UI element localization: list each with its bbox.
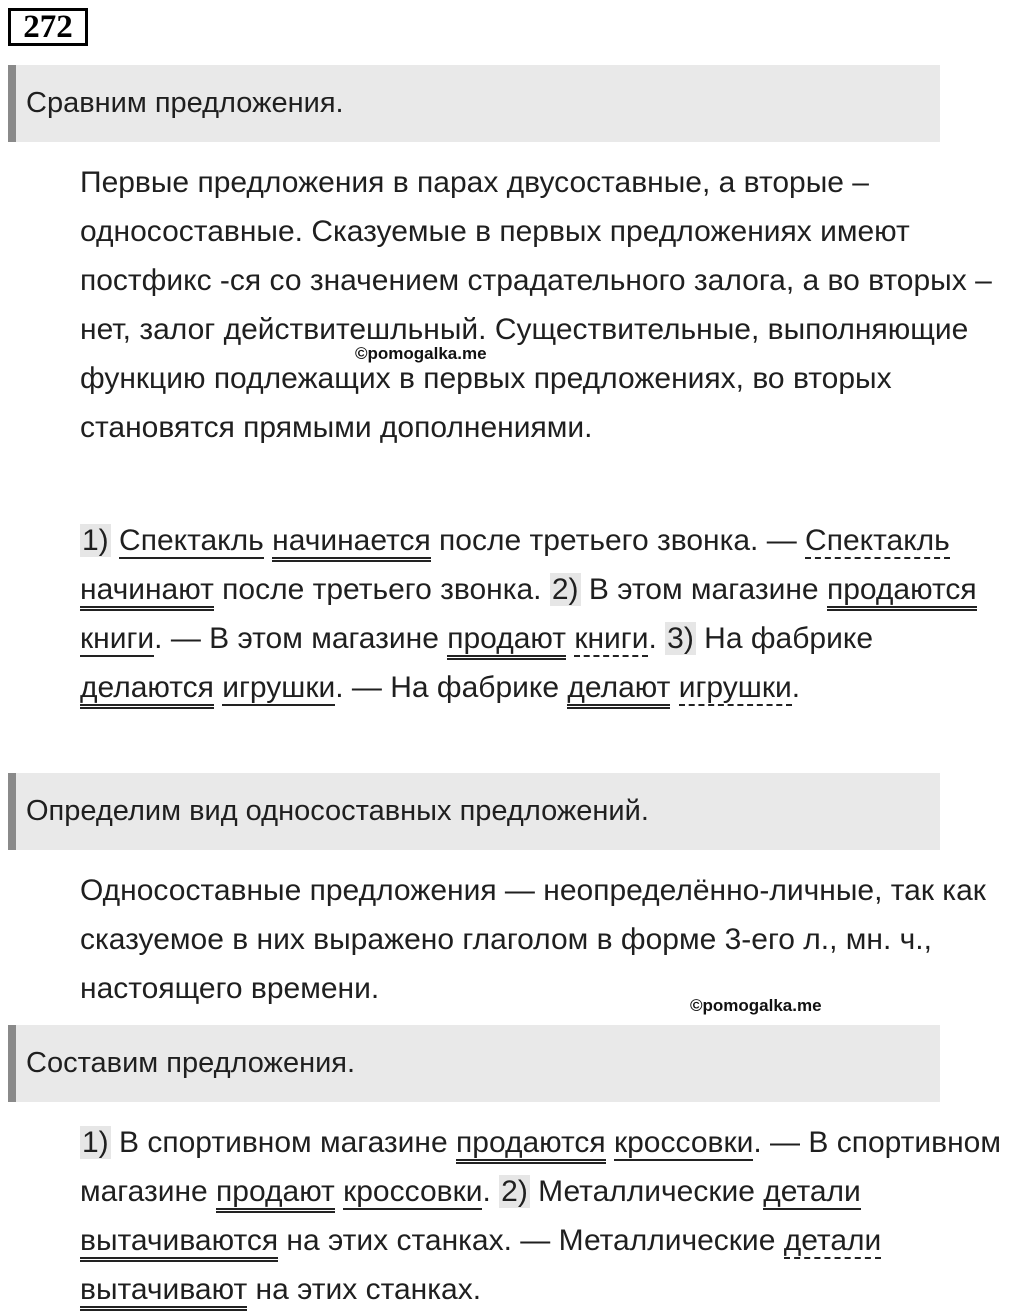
text-fragment: . <box>648 622 666 655</box>
type-paragraph: Односоставные предложения — неопределённо-личные, так как сказуемое в них выражено глаголом в форме 3-его л., мн. ч., настоящего времени. <box>80 874 986 1005</box>
text-fragment: после третьего звонка. — <box>430 524 806 557</box>
predicate-word: вытачивают <box>80 1273 247 1311</box>
explanation-paragraph: Первые предложения в парах двусоставные, а вторые – односоставные. Сказуемые в первых предложениях имеют постфикс -ся со значением страдательного залога, а во вторых – нет, залог действитешльный. Существительные, выполняющие функцию подлежащих в первых предложениях, во вторых становятся прямыми дополнениями. <box>80 166 992 444</box>
predicate-word: продают <box>447 622 566 660</box>
text-fragment: На фабрике <box>695 622 874 655</box>
predicate-word: начинают <box>80 573 214 611</box>
subject-word: детали <box>763 1175 861 1208</box>
watermark-2: ©pomogalka.me <box>690 996 822 1015</box>
predicate-word: вытачиваются <box>80 1224 278 1262</box>
item-number: 3) <box>667 622 694 655</box>
examples-paragraph <box>10 516 1010 712</box>
section-heading-compose: Составим предложения. <box>8 1025 940 1102</box>
item-number: 2) <box>551 573 579 606</box>
item-number: 1) <box>82 524 109 557</box>
task-number: 272 <box>8 8 88 46</box>
section-heading-compare: Сравним предложения. <box>8 65 940 142</box>
object-word: книги <box>574 622 649 655</box>
text-fragment: на этих станках. — Металлические <box>278 1224 784 1257</box>
text-fragment: Металлические <box>529 1175 764 1208</box>
object-word: игрушки <box>678 671 792 704</box>
predicate-word: продаются <box>456 1126 606 1164</box>
object-word: детали <box>783 1224 882 1257</box>
section-heading-type: Определим вид односоставных предложений. <box>8 773 940 850</box>
subject-word: кроссовки <box>343 1175 483 1208</box>
text-fragment: . <box>482 1175 500 1208</box>
item-number: 1) <box>82 1126 109 1159</box>
subject-word: кроссовки <box>614 1126 754 1159</box>
predicate-word: делаются <box>80 671 214 709</box>
text-fragment: . — В спортивном магазине <box>80 1126 1001 1208</box>
watermark-1: ©pomogalka.me <box>355 344 487 363</box>
subject-word: книги <box>80 622 155 655</box>
subject-word: Спектакль <box>119 524 264 557</box>
text-fragment: . — На фабрике <box>335 671 568 704</box>
predicate-word: делают <box>567 671 670 709</box>
composed-sentences-paragraph <box>10 1118 1010 1314</box>
subject-word: игрушки <box>222 671 336 704</box>
item-number: 2) <box>501 1175 528 1208</box>
text-fragment: после третьего звонка. <box>213 573 550 606</box>
predicate-word: продают <box>216 1175 335 1213</box>
text-fragment: В спортивном магазине <box>110 1126 457 1159</box>
object-word: Спектакль <box>805 524 950 557</box>
text-fragment: . — В этом магазине <box>154 622 448 655</box>
text-fragment: на этих станках. <box>247 1273 482 1306</box>
predicate-word: начинается <box>272 524 431 562</box>
text-fragment: . <box>791 671 801 704</box>
predicate-word: продаются <box>827 573 977 611</box>
text-fragment: В этом магазине <box>580 573 827 606</box>
